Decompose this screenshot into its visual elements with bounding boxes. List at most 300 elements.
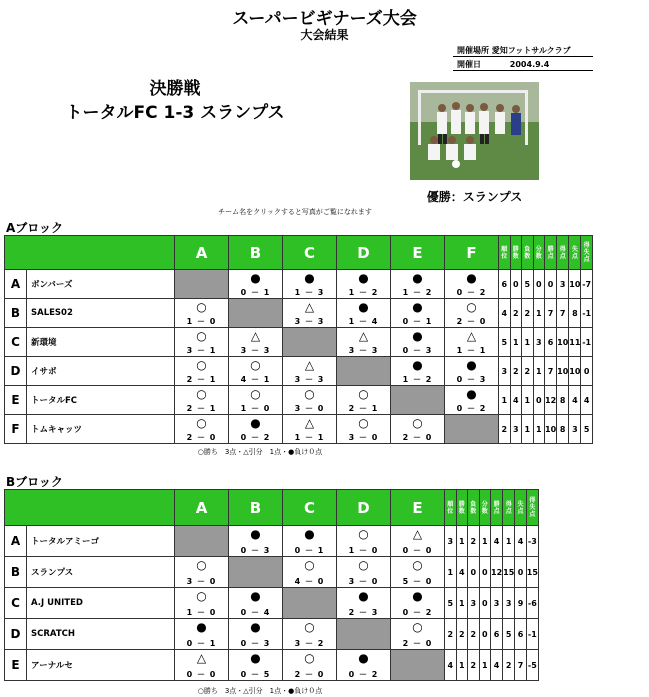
result-cell: [283, 357, 337, 386]
stat-value: 12: [491, 557, 503, 588]
header-blank: [5, 236, 175, 270]
table-row: [5, 588, 539, 619]
result-symbol: ○: [304, 558, 315, 572]
stat-value: 0: [479, 588, 491, 619]
team-name-cell: [27, 526, 175, 557]
stat-value: 5: [445, 588, 457, 619]
result-score: 0 － 2: [348, 670, 379, 679]
stat-value: 1: [522, 415, 534, 444]
result-symbol: ●: [466, 358, 477, 372]
result-cell: [283, 526, 337, 557]
result-symbol: ○: [304, 620, 315, 634]
stat-value: 1: [522, 328, 534, 357]
result-symbol: ○: [412, 620, 423, 634]
result-symbol: ○: [196, 387, 207, 401]
result-symbol: ●: [250, 527, 261, 541]
stat-header-label: 分数: [535, 245, 542, 260]
stat-value: 4: [581, 386, 593, 415]
stat-header: [545, 236, 557, 270]
result-score: 0 － 1: [186, 639, 217, 648]
result-symbol: ●: [250, 271, 261, 285]
row-label: C: [5, 328, 27, 357]
stat-header-label: 順位: [501, 245, 508, 260]
venue-value: 愛知フットサルクラブ: [491, 46, 571, 55]
team-name-cell: [27, 557, 175, 588]
self-match-cell: [337, 357, 391, 386]
row-label: B: [5, 557, 27, 588]
result-symbol: ○: [196, 589, 207, 603]
result-symbol: ○: [250, 387, 261, 401]
stat-header-label: 勝数: [458, 500, 465, 515]
venue-info: [453, 45, 593, 57]
stat-header-label: 得失点: [529, 497, 536, 518]
result-score: 1 － 1: [456, 346, 487, 355]
stat-value: -1: [526, 619, 538, 650]
self-match-cell: [391, 386, 445, 415]
stat-value: -3: [526, 526, 538, 557]
stat-value: 1: [533, 415, 545, 444]
final-match-score: トータルFC 1-3 スランプス: [65, 103, 285, 123]
stat-value: 3: [557, 270, 569, 299]
result-symbol: ●: [412, 589, 423, 603]
stat-header: [468, 490, 480, 526]
stat-value: 8: [557, 386, 569, 415]
page-title: スーパービギナーズ大会: [232, 9, 417, 29]
result-cell: [391, 299, 445, 328]
block-b-title: Bブロック: [6, 475, 63, 489]
result-score: 3 － 0: [186, 577, 217, 586]
result-symbol: ○: [196, 358, 207, 372]
stat-value: 7: [545, 357, 557, 386]
result-symbol: ●: [358, 300, 369, 314]
result-score: 2 － 0: [456, 317, 487, 326]
result-symbol: ○: [466, 300, 477, 314]
result-cell: [445, 299, 499, 328]
click-note: チーム名をクリックすると写真がご覧になれます: [218, 208, 372, 216]
stat-value: 0: [510, 270, 522, 299]
result-symbol: ●: [358, 589, 369, 603]
result-cell: [445, 328, 499, 357]
block-a-title: Aブロック: [6, 221, 64, 235]
stat-value: 2: [456, 619, 468, 650]
result-cell: [445, 386, 499, 415]
result-symbol: ●: [304, 271, 315, 285]
stat-value: 8: [569, 299, 581, 328]
result-symbol: △: [304, 300, 315, 314]
team-name-cell: [27, 588, 175, 619]
stat-value: 8: [557, 415, 569, 444]
team-name-link[interactable]: アーナルセ: [31, 661, 73, 671]
result-cell: [283, 415, 337, 444]
team-name-link[interactable]: ボンバーズ: [31, 280, 73, 290]
result-score: 2 － 0: [294, 670, 325, 679]
result-symbol: ○: [196, 416, 207, 430]
stat-value: 2: [510, 357, 522, 386]
stat-value: 3: [468, 588, 480, 619]
stat-value: 10: [557, 357, 569, 386]
result-score: 1 － 0: [186, 317, 217, 326]
row-label: A: [5, 526, 27, 557]
team-name-cell: [27, 328, 175, 357]
result-score: 3 － 0: [348, 433, 379, 442]
result-score: 0 － 2: [456, 404, 487, 413]
result-cell: [283, 270, 337, 299]
stat-header: [533, 236, 545, 270]
result-score: 0 － 2: [456, 288, 487, 297]
result-score: 1 － 3: [294, 288, 325, 297]
stat-value: 1: [479, 650, 491, 681]
stat-value: 4: [569, 386, 581, 415]
stat-header-label: 失点: [571, 245, 578, 260]
venue-label: 開催場所: [457, 46, 489, 55]
stat-value: -7: [581, 270, 593, 299]
row-label: B: [5, 299, 27, 328]
stat-value: 7: [557, 299, 569, 328]
table-row: [5, 650, 539, 681]
stat-value: 0: [479, 557, 491, 588]
stat-header: [479, 490, 491, 526]
stat-value: 0: [479, 619, 491, 650]
stat-value: -6: [526, 588, 538, 619]
result-cell: [175, 386, 229, 415]
stat-header: [491, 490, 503, 526]
stat-value: 3: [503, 588, 515, 619]
result-cell: [229, 619, 283, 650]
team-photo: [410, 82, 539, 180]
team-name-cell: [27, 386, 175, 415]
result-score: 5 － 0: [402, 577, 433, 586]
stat-value: -1: [581, 299, 593, 328]
stat-value: 0: [515, 557, 527, 588]
stat-value: 5: [581, 415, 593, 444]
result-score: 2 － 0: [402, 433, 433, 442]
stat-value: 5: [503, 619, 515, 650]
table-row: [5, 357, 593, 386]
result-symbol: ●: [304, 527, 315, 541]
result-symbol: △: [412, 527, 423, 541]
table-row: [5, 415, 593, 444]
self-match-cell: [229, 299, 283, 328]
result-symbol: ●: [196, 620, 207, 634]
result-cell: [445, 270, 499, 299]
date-value: 2004.9.4: [509, 60, 550, 69]
result-cell: [229, 415, 283, 444]
result-symbol: △: [250, 329, 261, 343]
stat-value: 0: [468, 557, 480, 588]
result-cell: [337, 650, 391, 681]
team-name-link[interactable]: トータルFC: [31, 396, 78, 406]
row-label: E: [5, 386, 27, 415]
self-match-cell: [175, 270, 229, 299]
stat-value: 5: [499, 328, 511, 357]
result-score: 1 － 2: [402, 288, 433, 297]
result-symbol: ●: [412, 271, 423, 285]
result-cell: [391, 357, 445, 386]
result-score: 0 － 1: [240, 288, 271, 297]
result-cell: [337, 588, 391, 619]
result-score: 3 － 2: [294, 639, 325, 648]
table-row: [5, 386, 593, 415]
row-label: D: [5, 619, 27, 650]
stat-value: 2: [499, 415, 511, 444]
result-score: 2 － 0: [402, 639, 433, 648]
result-score: 0 － 0: [186, 670, 217, 679]
result-score: 3 － 0: [348, 577, 379, 586]
stat-value: 6: [545, 328, 557, 357]
result-symbol: ○: [250, 358, 261, 372]
team-name-link[interactable]: 新環境: [31, 338, 57, 348]
stat-value: 10: [569, 357, 581, 386]
stat-value: 3: [533, 328, 545, 357]
column-header-a: A: [175, 236, 229, 270]
stat-header: [569, 236, 581, 270]
self-match-cell: [391, 650, 445, 681]
result-score: 2 － 0: [186, 433, 217, 442]
result-cell: [229, 650, 283, 681]
row-label: D: [5, 357, 27, 386]
result-score: 0 － 1: [294, 546, 325, 555]
team-name-cell: [27, 357, 175, 386]
team-name-cell: [27, 415, 175, 444]
result-cell: [337, 386, 391, 415]
header-blank: [5, 490, 175, 526]
result-score: 2 － 1: [186, 375, 217, 384]
stat-value: 3: [491, 588, 503, 619]
stat-value: 4: [445, 650, 457, 681]
stat-value: 6: [515, 619, 527, 650]
result-symbol: ●: [250, 620, 261, 634]
result-score: 2 － 1: [186, 404, 217, 413]
table-row: [5, 557, 539, 588]
stat-header-label: 勝点: [493, 500, 500, 515]
stat-header: [522, 236, 534, 270]
result-cell: [445, 357, 499, 386]
result-cell: [283, 650, 337, 681]
stat-value: 12: [545, 386, 557, 415]
result-symbol: ●: [250, 651, 261, 665]
stat-header-label: 順位: [447, 500, 454, 515]
stat-header: [510, 236, 522, 270]
stat-header: [503, 490, 515, 526]
result-symbol: ○: [412, 558, 423, 572]
team-name-link[interactable]: トムキャッツ: [31, 425, 83, 435]
stat-value: 4: [499, 299, 511, 328]
result-symbol: △: [196, 651, 207, 665]
stat-value: 2: [445, 619, 457, 650]
result-symbol: ○: [412, 416, 423, 430]
row-label: C: [5, 588, 27, 619]
column-header-f: F: [445, 236, 499, 270]
self-match-cell: [229, 557, 283, 588]
stat-value: 1: [499, 386, 511, 415]
stat-value: 2: [522, 299, 534, 328]
result-score: 3 － 3: [348, 346, 379, 355]
stat-header: [526, 490, 538, 526]
result-symbol: ●: [412, 300, 423, 314]
stat-value: 15: [503, 557, 515, 588]
result-symbol: △: [358, 329, 369, 343]
self-match-cell: [337, 619, 391, 650]
result-cell: [229, 357, 283, 386]
self-match-cell: [445, 415, 499, 444]
result-cell: [229, 588, 283, 619]
block-b-legend: ○勝ち 3点・△引分 1点・●負け０点: [197, 687, 323, 695]
stat-value: 3: [445, 526, 457, 557]
result-score: 3 － 1: [186, 346, 217, 355]
result-cell: [175, 588, 229, 619]
date-label: 開催日: [457, 60, 481, 69]
result-cell: [337, 415, 391, 444]
stat-header-label: 得失点: [583, 242, 590, 263]
stat-value: 1: [503, 526, 515, 557]
result-cell: [229, 270, 283, 299]
stat-header: [515, 490, 527, 526]
stat-value: 2: [468, 619, 480, 650]
stat-value: 2: [468, 650, 480, 681]
result-score: 4 － 0: [294, 577, 325, 586]
result-score: 0 － 3: [456, 375, 487, 384]
result-cell: [391, 415, 445, 444]
stat-value: 5: [522, 270, 534, 299]
column-header-b: B: [229, 236, 283, 270]
result-cell: [175, 299, 229, 328]
column-header-d: D: [337, 236, 391, 270]
result-cell: [283, 619, 337, 650]
self-match-cell: [175, 526, 229, 557]
table-row: [5, 299, 593, 328]
column-header-d: D: [337, 490, 391, 526]
header-row: [5, 490, 539, 526]
stat-value: 1: [510, 328, 522, 357]
result-score: 0 － 3: [402, 346, 433, 355]
result-cell: [229, 526, 283, 557]
stat-value: 10: [557, 328, 569, 357]
stat-header: [499, 236, 511, 270]
stat-value: 10: [569, 270, 581, 299]
stat-header-label: 勝点: [547, 245, 554, 260]
stat-value: 15: [526, 557, 538, 588]
stat-value: 6: [499, 270, 511, 299]
stat-header: [456, 490, 468, 526]
self-match-cell: [283, 588, 337, 619]
row-label: E: [5, 650, 27, 681]
result-score: 1 － 4: [348, 317, 379, 326]
result-score: 0 － 4: [240, 608, 271, 617]
result-score: 4 － 1: [240, 375, 271, 384]
stat-header-label: 得点: [505, 500, 512, 515]
stat-value: 2: [522, 357, 534, 386]
result-score: 3 － 0: [294, 404, 325, 413]
result-score: 2 － 3: [348, 608, 379, 617]
stat-value: 1: [522, 386, 534, 415]
row-label: A: [5, 270, 27, 299]
result-symbol: ●: [250, 589, 261, 603]
result-score: 0 － 1: [402, 317, 433, 326]
result-score: 1 － 1: [294, 433, 325, 442]
result-score: 3 － 3: [294, 375, 325, 384]
result-cell: [391, 557, 445, 588]
block-a-table: [4, 235, 593, 444]
stat-value: 0: [533, 270, 545, 299]
result-score: 0 － 5: [240, 670, 271, 679]
team-name-cell: [27, 270, 175, 299]
stat-value: 0: [533, 386, 545, 415]
column-header-a: A: [175, 490, 229, 526]
result-symbol: △: [466, 329, 477, 343]
result-score: 0 － 0: [402, 546, 433, 555]
team-name-link[interactable]: SCRATCH: [31, 629, 75, 639]
team-name-link[interactable]: SALES02: [31, 308, 73, 318]
result-score: 3 － 3: [294, 317, 325, 326]
result-score: 2 － 1: [348, 404, 379, 413]
result-symbol: ●: [358, 651, 369, 665]
team-name-link[interactable]: スランプス: [31, 568, 74, 578]
team-name-link[interactable]: A.J UNITED: [31, 598, 83, 608]
team-name-cell: [27, 299, 175, 328]
column-header-c: C: [283, 490, 337, 526]
result-symbol: ●: [466, 271, 477, 285]
stat-header: [445, 490, 457, 526]
stat-value: 7: [545, 299, 557, 328]
result-cell: [337, 526, 391, 557]
stat-header: [557, 236, 569, 270]
result-cell: [337, 328, 391, 357]
column-header-c: C: [283, 236, 337, 270]
result-symbol: ●: [412, 358, 423, 372]
column-header-e: E: [391, 236, 445, 270]
table-row: [5, 619, 539, 650]
stat-value: 6: [491, 619, 503, 650]
stat-value: 4: [491, 650, 503, 681]
result-symbol: △: [304, 358, 315, 372]
result-symbol: ●: [412, 329, 423, 343]
winner-caption: 優勝：スランプス: [426, 190, 523, 204]
result-cell: [175, 328, 229, 357]
result-cell: [175, 557, 229, 588]
result-cell: [391, 526, 445, 557]
stat-header-label: 得点: [559, 245, 566, 260]
result-cell: [175, 357, 229, 386]
result-cell: [337, 270, 391, 299]
result-symbol: ○: [358, 558, 369, 572]
team-name-link[interactable]: イサボ: [31, 367, 57, 377]
result-score: 0 － 2: [240, 433, 271, 442]
result-score: 1 － 0: [186, 608, 217, 617]
stat-value: 10: [545, 415, 557, 444]
result-cell: [229, 328, 283, 357]
stat-value: 3: [510, 415, 522, 444]
stat-value: -1: [581, 328, 593, 357]
stat-header-label: 失点: [517, 500, 524, 515]
stat-value: 4: [515, 526, 527, 557]
result-cell: [391, 619, 445, 650]
table-row: [5, 270, 593, 299]
stat-value: 2: [503, 650, 515, 681]
team-name-link[interactable]: トータルアミーゴ: [31, 537, 100, 547]
team-name-cell: [27, 619, 175, 650]
stat-value: 0: [545, 270, 557, 299]
stat-value: 1: [533, 299, 545, 328]
result-cell: [391, 588, 445, 619]
stat-value: 7: [515, 650, 527, 681]
column-header-e: E: [391, 490, 445, 526]
final-match-heading: 決勝戦: [149, 79, 201, 99]
stat-value: 1: [456, 588, 468, 619]
result-symbol: ○: [304, 651, 315, 665]
stat-value: 4: [491, 526, 503, 557]
result-cell: [391, 328, 445, 357]
result-symbol: ○: [358, 387, 369, 401]
